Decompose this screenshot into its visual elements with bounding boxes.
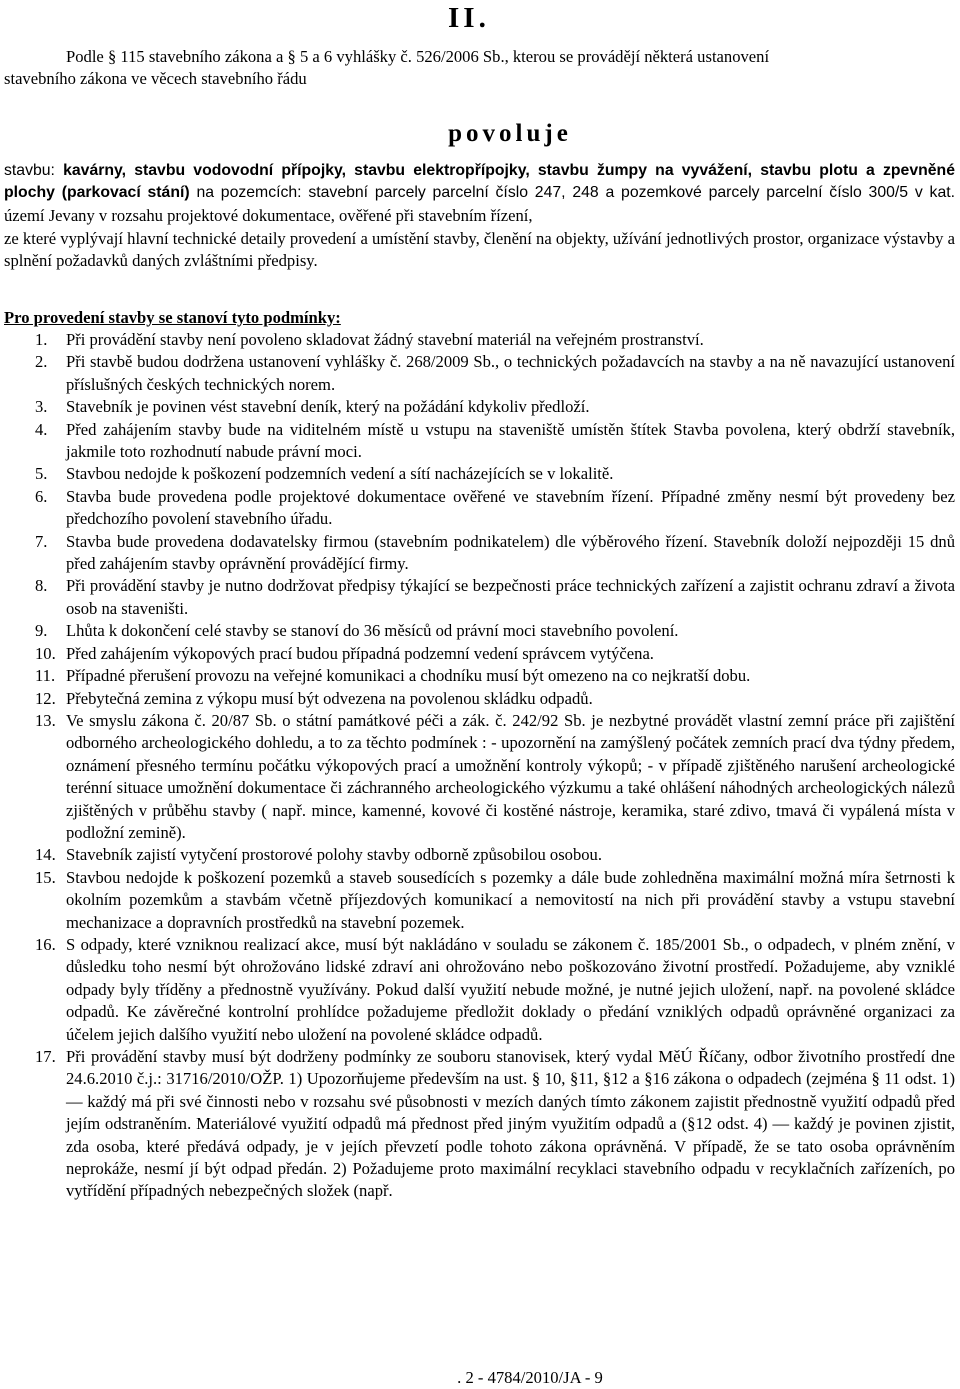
condition-item	[4, 867, 955, 934]
condition-item	[4, 531, 955, 576]
condition-number: 11.	[35, 666, 56, 686]
condition-text: S odpady, které vzniknou realizací akce, musí být nakládáno v souladu se zákonem č. 185/2001 Sb., o odpadech, v plném znění, v důsledku toho nesmí být ohrožováno lidské zdraví ani ohrožováno nebo poškozováno životní prostředí. Požadujeme, aby vzniklé odpady byly tříděny a přednostně využívány. Pokud další využití nebude možné, je nutné jejich uložení, např. na povolené skládce odpadů. Ke závěrečné kontrolní prohlídce požadujeme předložit doklady o předání vzniklých odpadů oprávněné organizaci za účelem jejich dalšího využití nebo uložení na povolené skládce odpadů.	[66, 934, 955, 1044]
condition-number: 16.	[35, 934, 56, 954]
condition-text: Stavebník zajistí vytyčení prostorové polohy stavby odborně způsobilou osobou.	[66, 845, 602, 865]
intro-line-2: stavebního zákona ve věcech stavebního řádu	[4, 69, 307, 89]
condition-item	[4, 463, 955, 485]
condition-item	[4, 419, 955, 464]
condition-number: 5.	[35, 464, 48, 484]
condition-item	[4, 620, 955, 642]
condition-item	[4, 934, 955, 1046]
subject-location: na pozemcích: stavební parcely parcelní číslo 247, 248 a pozemkové parcely parcelní číslo 300/5 v kat.	[196, 184, 956, 202]
condition-number: 14.	[35, 845, 56, 865]
condition-text: Při provádění stavby je nutno dodržovat předpisy týkající se bezpečnosti práce technických zařízení a zajistit ochranu zdraví a života osob na staveništi.	[66, 576, 955, 618]
condition-item	[4, 396, 955, 418]
condition-item	[4, 710, 955, 844]
subject-rest: území Jevany v rozsahu projektové dokumentace, ověřené při stavebním řízení,	[4, 205, 533, 225]
condition-item	[4, 688, 955, 710]
condition-number: 17.	[35, 1047, 56, 1066]
subject-continuation: ze které vyplývají hlavní technické detaily provedení a umístění stavby, členění na objekty, užívání jednotlivých prostor, organizace výstavby a splnění požadavků daných zvláštními předpisy.	[4, 229, 955, 271]
condition-item	[4, 329, 955, 351]
condition-number: 1.	[35, 330, 48, 349]
condition-number: 3.	[35, 397, 48, 417]
condition-number: 8.	[35, 576, 48, 596]
condition-number: 9.	[35, 621, 48, 641]
condition-item	[4, 665, 955, 687]
intro-line-1: Podle § 115 stavebního zákona a § 5 a 6 vyhlášky č. 526/2006 Sb., kterou se provádějí některá ustanovení	[66, 47, 770, 66]
subject-paragraph	[4, 160, 955, 228]
conditions-list	[4, 329, 955, 1203]
condition-number: 15.	[35, 867, 56, 887]
condition-text: Při provádění stavby musí být dodrženy podmínky ze souboru stanovisek, který vydal MěÚ Říčany, odbor životního prostředí dne 24.6.2010 č.j.: 31716/2010/OŽP. 1) Upozorňujeme především na ust. § 10, §11, §12 a §16 zákona o odpadech (zejména § 11 odst. 1) — každý má při své činnosti nebo v rozsahu své působnosti v mezích daných tímto zákonem zajistit přednostně využití odpadů před jejím odstraněním. Materiálové využití odpadů má přednost před jiným využitím odpadů a (§12 odst. 4) — každý je povinen zjistit, zda osoba, které předává odpady, je v jejích převzetí podle tohoto zákona oprávněná. V případě, že se tato osoba oprávněním neprokáže, nesmí jí být odpad předán. 2) Požadujeme proto maximální recyklaci stavebního odpadu v recyklačních zařízeních, po vytřídění případných nebezpečných složek (např.	[66, 1047, 955, 1201]
condition-number: 7.	[35, 531, 48, 551]
condition-item	[4, 486, 955, 531]
condition-number: 4.	[35, 419, 48, 439]
intro-paragraph	[4, 46, 954, 91]
condition-text: Před zahájením výkopových prací budou případná podzemní vedení správcem vytýčena.	[66, 643, 654, 663]
conditions-title: Pro provedení stavby se stanoví tyto podmínky:	[4, 308, 341, 327]
subject-label: stavbu:	[4, 162, 55, 179]
condition-number: 12.	[35, 688, 56, 708]
condition-number: 6.	[35, 486, 48, 506]
condition-text: Stavba bude provedena dodavatelsky firmou (stavebním podnikatelem) dle výběrového řízení. Stavebník doloží nejpozději 15 dnů před zahájením stavby oprávnění provádějící firmy.	[66, 531, 955, 574]
condition-number: 10.	[35, 643, 56, 663]
condition-text: Případné přerušení provozu na veřejné komunikaci a chodníku musí být omezeno na co nejkratší dobu.	[66, 666, 751, 686]
condition-text: Stavba bude provedena podle projektové dokumentace ověřené ve stavebním řízení. Případné změny nesmí být provedeny bez předchozího povolení stavebního úřadu.	[66, 486, 955, 529]
page-footer: . 2 - 4784/2010/JA - 9	[457, 1368, 603, 1387]
condition-text: Stavbou nedojde k poškození podzemních vedení a sítí nacházejících se v lokalitě.	[66, 464, 614, 484]
condition-item	[4, 1046, 955, 1203]
condition-text: Při provádění stavby není povoleno skladovat žádný stavební materiál na veřejném prostranství.	[66, 330, 704, 349]
condition-text: Před zahájením stavby bude na viditelném místě u vstupu na staveniště umístěn štítek Stavba povolena, který obdrží stavebník, jakmile toto rozhodnutí nabude právní moci.	[66, 419, 955, 462]
condition-text: Přebytečná zemina z výkopu musí být odvezena na povolenou skládku odpadů.	[66, 688, 593, 708]
condition-text: Ve smyslu zákona č. 20/87 Sb. o státní památkové péči a zák. č. 242/92 Sb. je nezbytné provádět vlastní zemní práce při zajištění odborného archeologického dohledu, a to za těchto podmínek : - upozornění na zamýšlený počátek zemních prací dva týdny předem, oznámení přesného termínu počátku výkopových prací a umožnění kontroly výkopů; - v případě zjištěného narušení archeologické terénní situace umožnění dokumentace či záchranného archeologického výzkumu a také ohlášení náhodných archeologických nálezů zjištěných v průběhu stavby ( např. mince, kamenné, kovové či kostěné nástroje, keramika, staré zdivo, tmavá či vypálená místa v podložní zemině).	[66, 710, 955, 842]
subject-bold-text: kavárny, stavbu vodovodní přípojky, stavbu elektropřípojky, stavbu žumpy na vyvážení, stavbu plotu a zpevněné plochy (parkovací stání)	[4, 162, 955, 202]
condition-item	[4, 643, 955, 665]
section-heading: II.	[448, 2, 490, 34]
condition-text: Stavbou nedojde k poškození pozemků a staveb sousedících s pozemky a dále bude zohledněna maximální možná míra šetrnosti k okolním pozemkům a stavbám včetně příjezdových komunikací a nemovitostí na nich při provádění stavby a vstupu stavební mechanizace a dopravních prostředků na stavební pozemek.	[66, 867, 955, 932]
condition-number: 2.	[35, 352, 48, 372]
condition-item	[4, 844, 955, 866]
condition-text: Při stavbě budou dodržena ustanovení vyhlášky č. 268/2009 Sb., o technických požadavcích na stavby a na ně navazující ustanovení příslušných českých technických norem.	[66, 352, 955, 394]
condition-number: 13.	[35, 710, 56, 730]
condition-text: Stavebník je povinen vést stavební deník, který na požádání kdykoliv předloží.	[66, 397, 590, 417]
condition-item	[4, 351, 955, 396]
condition-text: Lhůta k dokončení celé stavby se stanoví do 36 měsíců od právní moci stavebního povolení.	[66, 621, 679, 641]
condition-item	[4, 575, 955, 620]
decision-title: povoluje	[448, 120, 572, 147]
